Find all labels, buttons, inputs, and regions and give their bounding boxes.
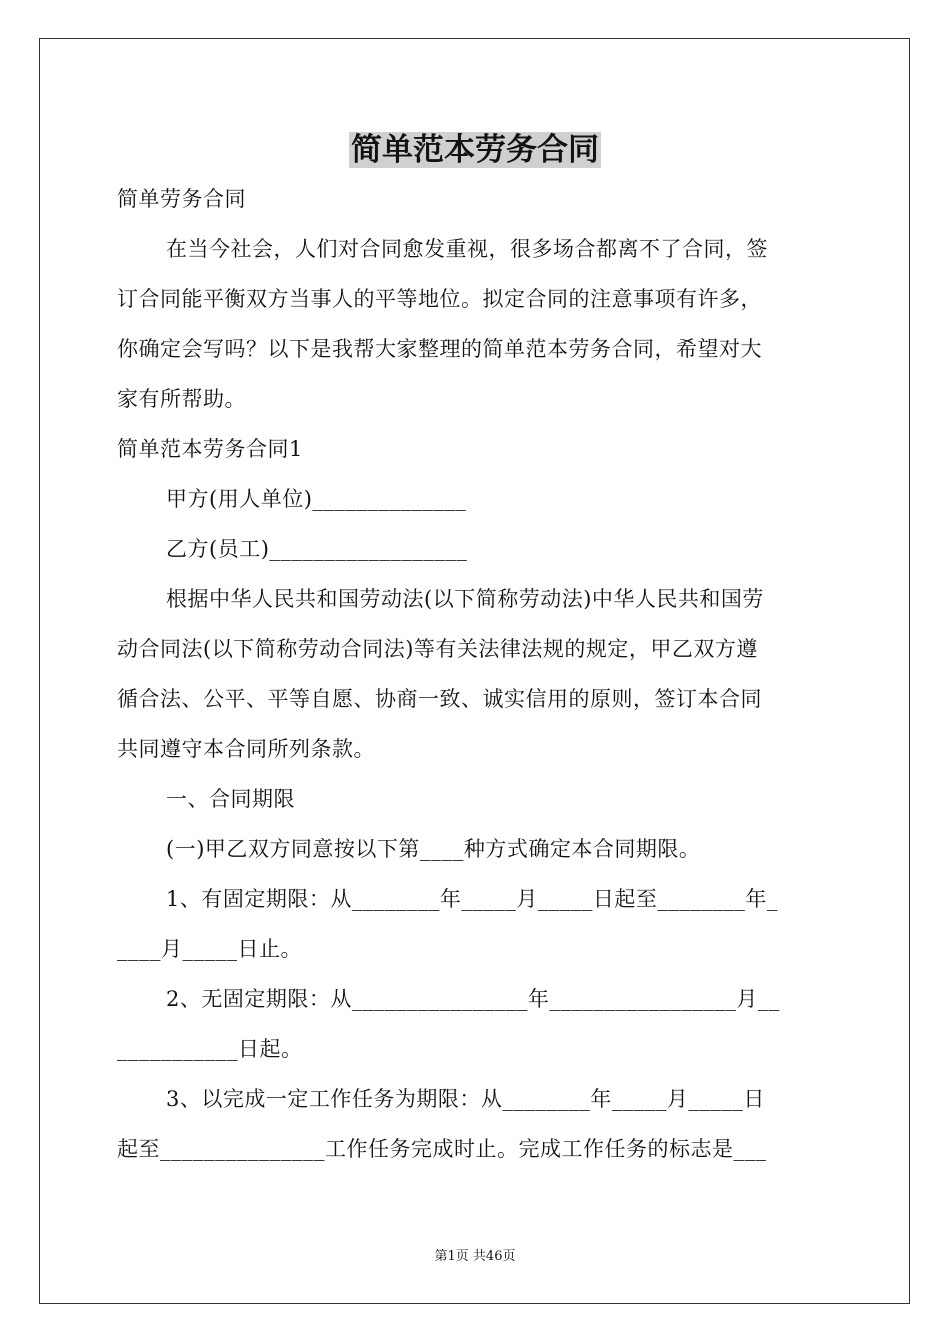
clause-line: 3、以完成一定工作任务为期限：从________年_____月_____日 <box>166 1087 765 1111</box>
clause-heading: 一、合同期限 <box>166 787 295 811</box>
clause-line: 起至_______________工作任务完成时止。完成工作任务的标志是___ <box>117 1137 767 1161</box>
paragraph-line: 家有所帮助。 <box>117 387 246 411</box>
section-heading: 简单劳务合同 <box>117 187 246 211</box>
clause-line: ____月_____日止。 <box>117 937 302 961</box>
paragraph-line: 动合同法(以下简称劳动合同法)等有关法律法规的规定，甲乙双方遵 <box>117 637 758 661</box>
paragraph-line: 在当今社会，人们对合同愈发重视，很多场合都离不了合同，签 <box>166 237 768 261</box>
paragraph-line: 共同遵守本合同所列条款。 <box>117 737 375 761</box>
party-a-line: 甲方(用人单位)______________ <box>166 487 467 511</box>
clause-line: (一)甲乙双方同意按以下第____种方式确定本合同期限。 <box>166 837 701 861</box>
paragraph-line: 根据中华人民共和国劳动法(以下简称劳动法)中华人民共和国劳 <box>166 587 764 611</box>
paragraph-line: 你确定会写吗？以下是我帮大家整理的简单范本劳务合同，希望对大 <box>117 337 762 361</box>
paragraph-line: 循合法、公平、平等自愿、协商一致、诚实信用的原则，签订本合同 <box>117 687 762 711</box>
paragraph-line: 订合同能平衡双方当事人的平等地位。拟定合同的注意事项有许多， <box>117 287 762 311</box>
document-title: 简单范本劳务合同 <box>351 132 599 168</box>
party-b-line: 乙方(员工)__________________ <box>166 537 468 561</box>
clause-line: ___________日起。 <box>117 1037 303 1061</box>
clause-line: 1、有固定期限：从________年_____月_____日起至________年_ <box>166 887 778 911</box>
clause-line: 2、无固定期限：从________________年_________________月__ <box>166 987 780 1011</box>
page-border <box>39 38 910 1304</box>
section-heading: 简单范本劳务合同1 <box>117 437 303 461</box>
page-footer: 第1页 共46页 <box>434 1249 516 1264</box>
